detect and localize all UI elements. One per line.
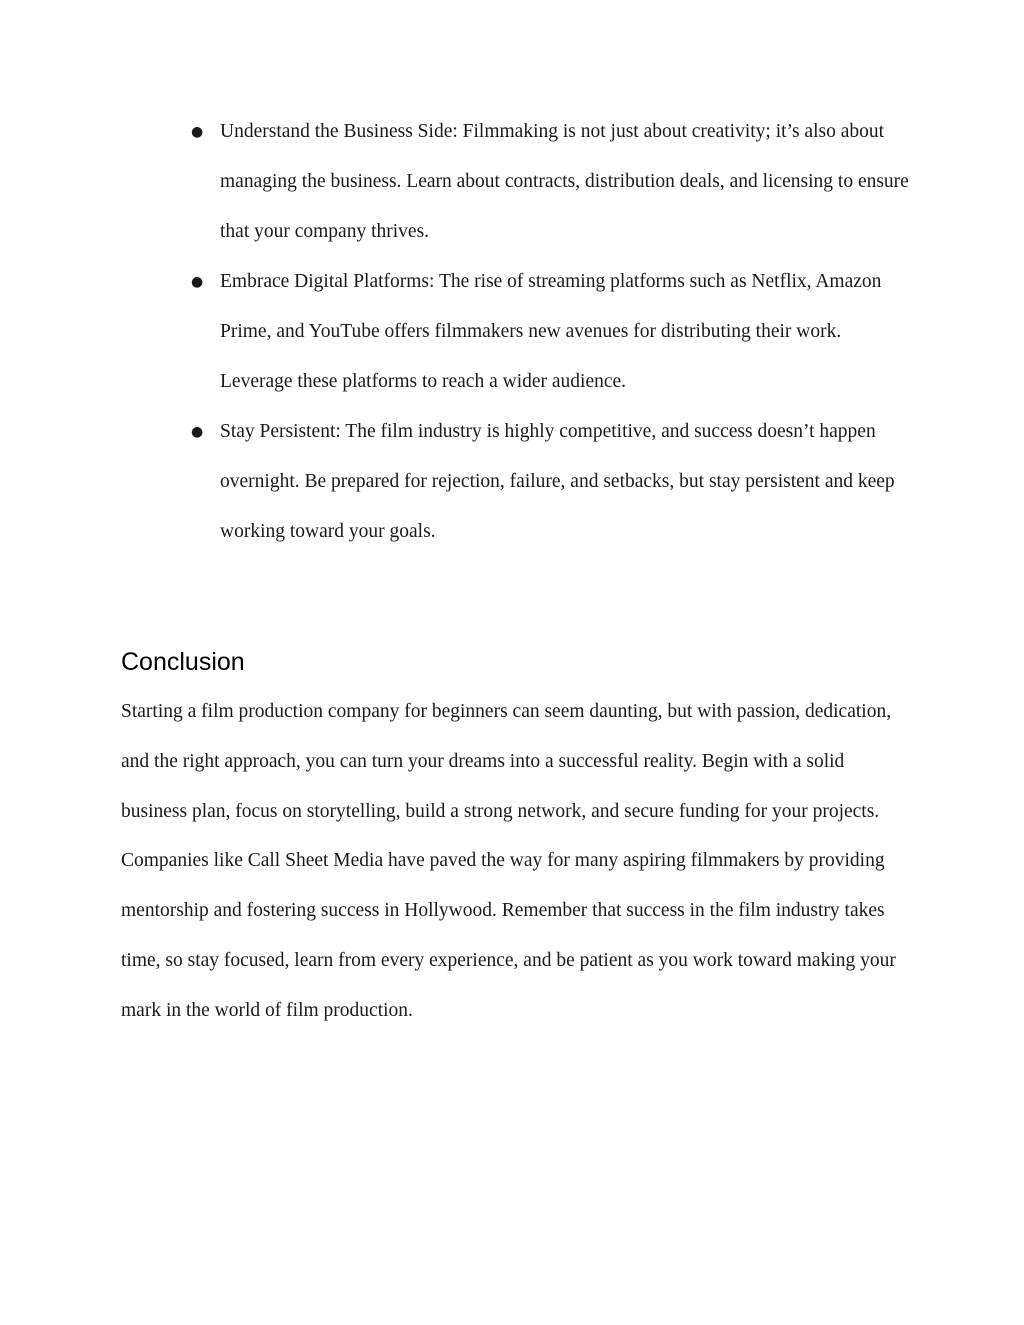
bullet-text: Understand the Business Side: Filmmaking is not just about creativity; it’s also about managing the business. Learn about contracts, distribution deals, and licensing to ensure that your company thrives.	[220, 121, 909, 242]
list-item	[0, 257, 1024, 407]
bullet-marker: ●	[191, 124, 204, 140]
bullet-text: Embrace Digital Platforms: The rise of streaming platforms such as Netflix, Amazon Prime, and YouTube offers filmmakers new avenues for distributing their work. Leverage these platforms to reach a wider audience.	[220, 271, 882, 392]
conclusion-heading: Conclusion	[121, 648, 245, 676]
list-item	[0, 107, 1024, 257]
tips-bullet-list	[0, 107, 1024, 557]
bullet-marker: ●	[191, 274, 204, 290]
bullet-text: Stay Persistent: The film industry is highly competitive, and success doesn’t happen overnight. Be prepared for rejection, failure, and setbacks, but stay persistent and keep working toward your goals.	[220, 421, 895, 542]
list-item	[0, 407, 1024, 557]
bullet-marker: ●	[191, 424, 204, 440]
conclusion-paragraph: Starting a film production company for beginners can seem daunting, but with passion, dedication, and the right approach, you can turn your dreams into a successful reality. Begin with a solid business plan, focus on storytelling, build a strong network, and secure funding for your projects. Companies like Call Sheet Media have paved the way for many aspiring filmmakers by providing mentorship and fostering success in Hollywood. Remember that success in the film industry takes time, so stay focused, learn from every experience, and be patient as you work toward making your mark in the world of film production.	[121, 701, 896, 1021]
